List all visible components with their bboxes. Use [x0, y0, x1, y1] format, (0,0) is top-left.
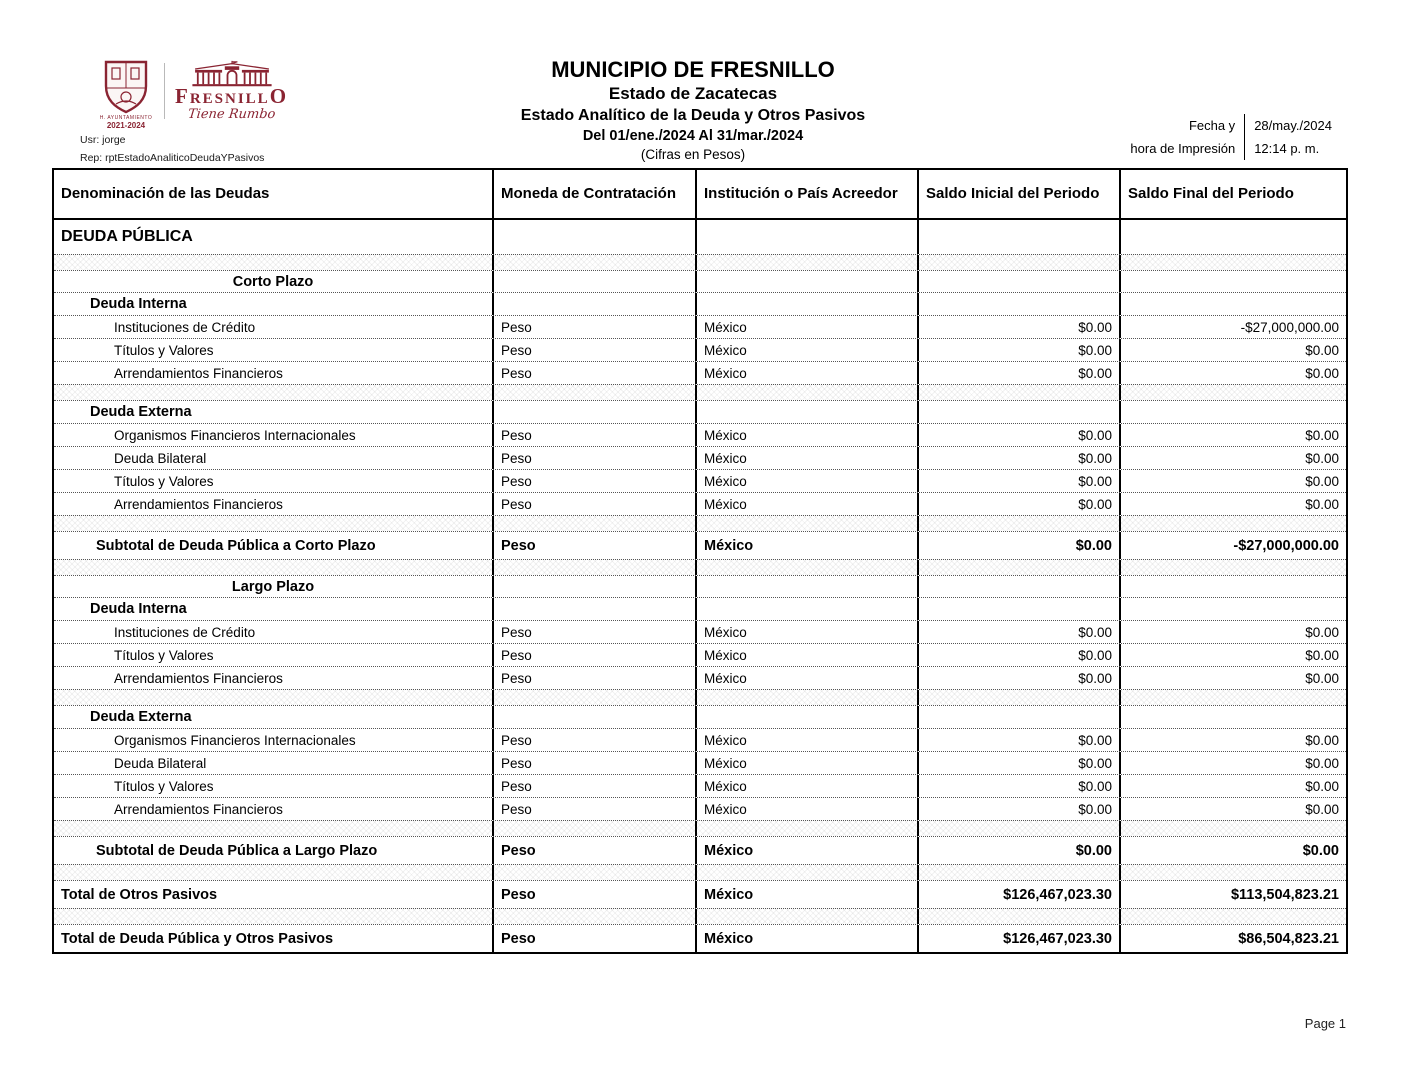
cell-institucion: [697, 271, 919, 292]
cell-saldo-final: $0.00: [1305, 496, 1339, 512]
cell-institucion: México: [697, 621, 919, 643]
cell-saldo-final: [1121, 516, 1346, 531]
cell-saldo-inicial: [919, 821, 1121, 836]
cell-institucion: México: [697, 881, 919, 908]
cell-moneda: [494, 576, 697, 597]
cell-saldo-inicial: [919, 576, 1121, 597]
cell-saldo-final: $0.00: [1305, 365, 1339, 381]
report-period: Del 01/ene./2024 Al 31/mar./2024: [582, 128, 804, 144]
time-label: hora de Impresión: [1130, 141, 1236, 156]
logo-brand-text: FRESNILLO: [175, 84, 289, 108]
cell-moneda: [494, 821, 697, 836]
cell-institucion: México: [697, 470, 919, 492]
table-row: [54, 446, 1346, 469]
cell-moneda: Peso: [494, 424, 697, 446]
print-date-labels: [1130, 114, 1245, 160]
date-value: 28/may./2024: [1254, 118, 1332, 133]
cell-saldo-final: $0.00: [1305, 670, 1339, 686]
cell-moneda: Peso: [494, 729, 697, 751]
cell-saldo-final: [1121, 560, 1346, 575]
cell-institucion: [697, 706, 919, 728]
table-row: [54, 689, 1346, 705]
cell-saldo-final: [1121, 598, 1346, 620]
cell-moneda: Peso: [494, 644, 697, 666]
report-title: Estado Analítico de la Deuda y Otros Pasivos: [520, 107, 866, 124]
cell-denominacion: Títulos y Valores: [54, 470, 494, 492]
cell-saldo-inicial: [919, 401, 1121, 423]
cell-saldo-final: $0.00: [1305, 342, 1339, 358]
cell-denominacion: Títulos y Valores: [54, 644, 494, 666]
cell-denominacion: Títulos y Valores: [54, 339, 494, 361]
cell-saldo-final: $0.00: [1305, 624, 1339, 640]
logo-tagline: Tiene Rumbo: [187, 107, 276, 122]
building-icon: [188, 60, 276, 87]
table-header-row: [54, 170, 1346, 220]
cell-denominacion: Deuda Interna: [54, 598, 494, 620]
table-row: [54, 423, 1346, 446]
cell-saldo-inicial: [919, 385, 1121, 400]
cell-saldo-final: $0.00: [1305, 755, 1339, 771]
cell-saldo-final: $0.00: [1305, 801, 1339, 817]
user-label: Usr: jorge: [80, 134, 126, 146]
cell-denominacion: DEUDA PÚBLICA: [54, 220, 494, 254]
cell-moneda: [494, 560, 697, 575]
table-row: [54, 774, 1346, 797]
cell-institucion: México: [697, 532, 919, 559]
cell-institucion: México: [697, 447, 919, 469]
cell-denominacion: Total de Otros Pasivos: [54, 881, 494, 908]
cell-saldo-inicial: $0.00: [919, 798, 1121, 820]
cell-saldo-final: $0.00: [1305, 778, 1339, 794]
cell-moneda: [494, 690, 697, 705]
table-body: [54, 220, 1346, 952]
cell-institucion: [697, 576, 919, 597]
cell-saldo-final: [1121, 576, 1346, 597]
cell-moneda: Peso: [494, 837, 697, 864]
table-row: [54, 924, 1346, 952]
table-row: [54, 836, 1346, 864]
cell-denominacion: Arrendamientos Financieros: [54, 798, 494, 820]
cell-institucion: [697, 690, 919, 705]
cell-institucion: México: [697, 339, 919, 361]
cell-saldo-final: [1121, 401, 1346, 423]
table-row: [54, 270, 1346, 292]
col-header-saldo-inicial: Saldo Inicial del Periodo: [919, 170, 1121, 218]
cell-moneda: Peso: [494, 470, 697, 492]
cell-denominacion: Deuda Bilateral: [54, 752, 494, 774]
coat-of-arms: [98, 60, 154, 130]
cell-saldo-inicial: [919, 706, 1121, 728]
cell-saldo-inicial: $0.00: [919, 837, 1121, 864]
cell-moneda: Peso: [494, 339, 697, 361]
cell-institucion: [697, 598, 919, 620]
table-row: [54, 705, 1346, 728]
municipality-title: MUNICIPIO DE FRESNILLO: [551, 57, 835, 82]
table-row: [54, 515, 1346, 531]
cell-saldo-inicial: $0.00: [919, 362, 1121, 384]
cell-moneda: [494, 220, 697, 254]
table-row: [54, 908, 1346, 924]
cell-saldo-inicial: [919, 690, 1121, 705]
cell-denominacion: Deuda Bilateral: [54, 447, 494, 469]
cell-denominacion: Organismos Financieros Internacionales: [54, 729, 494, 751]
cell-institucion: México: [697, 424, 919, 446]
cell-saldo-inicial: [919, 865, 1121, 880]
report-meta: [80, 131, 264, 167]
cell-denominacion: Instituciones de Crédito: [54, 621, 494, 643]
cell-institucion: México: [697, 644, 919, 666]
title-block: [521, 57, 865, 164]
table-row: [54, 469, 1346, 492]
cell-saldo-inicial: [919, 560, 1121, 575]
debt-table: [52, 168, 1348, 954]
cell-saldo-final: [1121, 690, 1346, 705]
cell-moneda: Peso: [494, 752, 697, 774]
cell-saldo-inicial: [919, 293, 1121, 315]
cell-moneda: Peso: [494, 493, 697, 515]
cell-moneda: [494, 865, 697, 880]
table-row: [54, 400, 1346, 423]
cell-moneda: Peso: [494, 798, 697, 820]
cell-saldo-inicial: $0.00: [919, 775, 1121, 797]
cell-moneda: Peso: [494, 775, 697, 797]
table-row: [54, 797, 1346, 820]
cell-saldo-final: $0.00: [1305, 647, 1339, 663]
cell-moneda: Peso: [494, 925, 697, 952]
table-row: [54, 666, 1346, 689]
table-row: [54, 751, 1346, 774]
table-row: [54, 559, 1346, 575]
cell-saldo-inicial: $0.00: [919, 316, 1121, 338]
cell-moneda: Peso: [494, 316, 697, 338]
table-row: [54, 361, 1346, 384]
shield-icon: [104, 60, 148, 114]
cell-saldo-inicial: [919, 909, 1121, 924]
logo-brand-block: [175, 60, 288, 122]
cell-saldo-final: [1121, 909, 1346, 924]
cell-moneda: [494, 255, 697, 270]
cell-denominacion: Organismos Financieros Internacionales: [54, 424, 494, 446]
cell-institucion: [697, 385, 919, 400]
cell-saldo-inicial: $0.00: [919, 447, 1121, 469]
cell-moneda: [494, 293, 697, 315]
table-row: [54, 864, 1346, 880]
logo-divider: [164, 63, 165, 119]
cell-saldo-final: [1121, 293, 1346, 315]
cell-saldo-final: [1121, 255, 1346, 270]
cell-denominacion: [54, 516, 494, 531]
cell-saldo-final: [1121, 706, 1346, 728]
cell-saldo-inicial: $0.00: [919, 339, 1121, 361]
cell-institucion: México: [697, 729, 919, 751]
cell-moneda: Peso: [494, 621, 697, 643]
cell-denominacion: Largo Plazo: [54, 576, 494, 597]
cell-institucion: México: [697, 362, 919, 384]
table-row: [54, 728, 1346, 751]
cell-denominacion: Subtotal de Deuda Pública a Largo Plazo: [54, 837, 494, 864]
cell-moneda: Peso: [494, 447, 697, 469]
col-header-denominacion: Denominación de las Deudas: [54, 170, 494, 218]
cell-saldo-inicial: [919, 220, 1121, 254]
state-title: Estado de Zacatecas: [608, 84, 778, 103]
cell-denominacion: Deuda Externa: [54, 401, 494, 423]
table-row: [54, 643, 1346, 666]
col-header-moneda: Moneda de Contratación: [494, 170, 697, 218]
cell-denominacion: [54, 255, 494, 270]
cell-saldo-inicial: $0.00: [919, 667, 1121, 689]
cell-institucion: [697, 560, 919, 575]
table-row: [54, 597, 1346, 620]
cell-moneda: [494, 909, 697, 924]
cell-saldo-final: -$27,000,000.00: [1233, 537, 1339, 554]
cell-denominacion: Subtotal de Deuda Pública a Corto Plazo: [54, 532, 494, 559]
print-date-values: [1245, 114, 1332, 160]
report-units: (Cifras en Pesos): [640, 147, 746, 162]
cell-institucion: [697, 821, 919, 836]
logo-years: 2021-2024: [106, 121, 146, 130]
cell-saldo-inicial: [919, 271, 1121, 292]
cell-denominacion: [54, 560, 494, 575]
table-row: [54, 575, 1346, 597]
col-header-saldo-final: Saldo Final del Periodo: [1128, 185, 1294, 202]
cell-moneda: [494, 516, 697, 531]
cell-denominacion: Arrendamientos Financieros: [54, 667, 494, 689]
table-row: [54, 620, 1346, 643]
cell-institucion: [697, 255, 919, 270]
cell-institucion: México: [697, 775, 919, 797]
cell-saldo-inicial: $0.00: [919, 532, 1121, 559]
cell-moneda: Peso: [494, 362, 697, 384]
cell-denominacion: [54, 385, 494, 400]
report-id-label: Rep: rptEstadoAnaliticoDeudaYPasivos: [80, 152, 265, 164]
cell-saldo-final: $0.00: [1302, 842, 1339, 859]
cell-moneda: [494, 598, 697, 620]
cell-denominacion: [54, 909, 494, 924]
cell-moneda: Peso: [494, 881, 697, 908]
cell-saldo-final: [1121, 821, 1346, 836]
cell-saldo-inicial: [919, 516, 1121, 531]
cell-moneda: Peso: [494, 532, 697, 559]
cell-saldo-inicial: $0.00: [919, 752, 1121, 774]
cell-saldo-final: [1121, 220, 1346, 254]
cell-saldo-inicial: $0.00: [919, 424, 1121, 446]
cell-institucion: México: [697, 798, 919, 820]
table-row: [54, 315, 1346, 338]
cell-saldo-final: [1121, 385, 1346, 400]
cell-saldo-final: [1121, 271, 1346, 292]
table-row: [54, 820, 1346, 836]
cell-institucion: [697, 516, 919, 531]
cell-institucion: [697, 220, 919, 254]
page-number: Page 1: [1304, 1016, 1346, 1031]
cell-denominacion: [54, 690, 494, 705]
cell-moneda: [494, 271, 697, 292]
col-header-institucion: Institución o País Acreedor: [697, 170, 919, 218]
table-row: [54, 492, 1346, 515]
cell-denominacion: Total de Deuda Pública y Otros Pasivos: [54, 925, 494, 952]
logo-small-text: H. AYUNTAMIENTO: [99, 115, 153, 121]
cell-denominacion: [54, 821, 494, 836]
time-value: 12:14 p. m.: [1254, 141, 1320, 156]
cell-saldo-inicial: $126,467,023.30: [919, 925, 1121, 952]
cell-saldo-inicial: [919, 255, 1121, 270]
cell-saldo-final: [1121, 865, 1346, 880]
table-row: [54, 880, 1346, 908]
cell-institucion: [697, 865, 919, 880]
cell-denominacion: Títulos y Valores: [54, 775, 494, 797]
cell-saldo-inicial: $0.00: [919, 493, 1121, 515]
table-row: [54, 292, 1346, 315]
cell-institucion: [697, 293, 919, 315]
cell-saldo-inicial: $0.00: [919, 729, 1121, 751]
cell-denominacion: Instituciones de Crédito: [54, 316, 494, 338]
cell-moneda: Peso: [494, 667, 697, 689]
cell-institucion: [697, 401, 919, 423]
cell-moneda: [494, 706, 697, 728]
cell-moneda: [494, 385, 697, 400]
print-date-block: [1130, 114, 1332, 160]
cell-saldo-final: -$27,000,000.00: [1240, 319, 1339, 335]
cell-institucion: México: [697, 667, 919, 689]
cell-saldo-final: $0.00: [1305, 450, 1339, 466]
table-row: [54, 220, 1346, 254]
table-row: [54, 531, 1346, 559]
cell-denominacion: Corto Plazo: [54, 271, 494, 292]
table-row: [54, 338, 1346, 361]
cell-institucion: [697, 909, 919, 924]
cell-denominacion: Arrendamientos Financieros: [54, 362, 494, 384]
date-label: Fecha y: [1188, 118, 1236, 133]
cell-institucion: México: [697, 752, 919, 774]
cell-institucion: México: [697, 493, 919, 515]
municipality-logo: [98, 60, 288, 130]
cell-saldo-final: $86,504,823.21: [1238, 930, 1339, 947]
cell-saldo-final: $0.00: [1305, 427, 1339, 443]
cell-institucion: México: [697, 925, 919, 952]
cell-saldo-inicial: [919, 598, 1121, 620]
cell-denominacion: Arrendamientos Financieros: [54, 493, 494, 515]
cell-saldo-final: $0.00: [1305, 473, 1339, 489]
cell-denominacion: Deuda Interna: [54, 293, 494, 315]
cell-saldo-final: $113,504,823.21: [1230, 886, 1339, 903]
cell-saldo-inicial: $0.00: [919, 644, 1121, 666]
cell-saldo-inicial: $0.00: [919, 621, 1121, 643]
cell-denominacion: [54, 865, 494, 880]
cell-saldo-final: $0.00: [1305, 732, 1339, 748]
cell-saldo-inicial: $0.00: [919, 470, 1121, 492]
cell-moneda: [494, 401, 697, 423]
cell-institucion: México: [697, 837, 919, 864]
cell-denominacion: Deuda Externa: [54, 706, 494, 728]
cell-saldo-inicial: $126,467,023.30: [919, 881, 1121, 908]
table-row: [54, 254, 1346, 270]
cell-institucion: México: [697, 316, 919, 338]
table-row: [54, 384, 1346, 400]
